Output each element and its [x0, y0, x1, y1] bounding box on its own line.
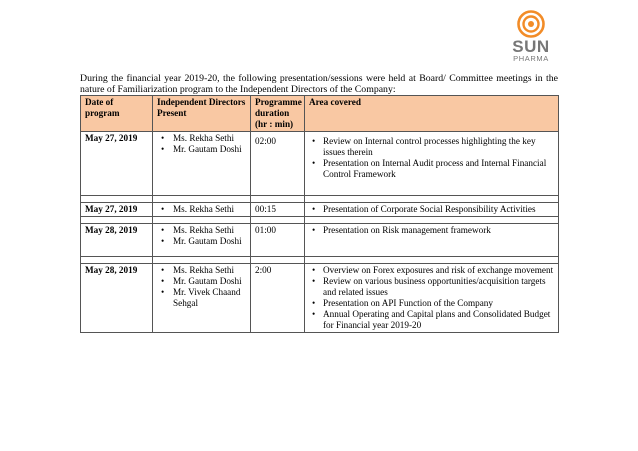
intro-paragraph: During the financial year 2019-20, the following presentation/sessions were held at Board/ Committee meetings in the nature of Familiarization program to the Independent Directors of the Company: [80, 73, 558, 95]
duration-cell: 02:00 [251, 132, 305, 196]
sun-pharma-logo [508, 10, 554, 70]
director-item: • Ms. Rekha Sethi [157, 133, 246, 144]
director-item: • Mr. Gautam Doshi [157, 144, 246, 155]
table-header-row [81, 96, 559, 132]
table-row [81, 203, 559, 217]
area-list [309, 136, 554, 180]
logo-brand-text: SUN [512, 37, 550, 56]
area-item: • Presentation on Risk management framework [309, 225, 554, 236]
header-directors: Independent Directors Present [153, 96, 251, 132]
area-item: • Presentation on Internal Audit process and Internal Financial Control Framework [309, 158, 554, 180]
directors-cell [153, 224, 251, 257]
spacer-cell [153, 196, 251, 203]
director-item: • Mr. Gautam Doshi [157, 236, 246, 247]
header-date: Date of program [81, 96, 153, 132]
spacer-row [81, 196, 559, 203]
area-cell [305, 132, 559, 196]
spacer-cell [153, 217, 251, 224]
directors-cell [153, 203, 251, 217]
spacer-cell [305, 196, 559, 203]
spacer-cell [305, 217, 559, 224]
spacer-cell [153, 257, 251, 264]
duration-cell: 01:00 [251, 224, 305, 257]
area-item: • Review on Internal control processes highlighting the key issues therein [309, 136, 554, 158]
duration-cell: 2:00 [251, 264, 305, 333]
director-item: • Ms. Rekha Sethi [157, 225, 246, 236]
spacer-cell [251, 196, 305, 203]
spacer-cell [81, 257, 153, 264]
area-item: • Review on various business opportunities/acquisition targets and related issues [309, 276, 554, 298]
director-item: • Mr. Gautam Doshi [157, 276, 246, 287]
area-item: • Annual Operating and Capital plans and Consolidated Budget for Financial year 2019-20 [309, 309, 554, 331]
date-cell: May 27, 2019 [81, 203, 153, 217]
date-cell: May 27, 2019 [81, 132, 153, 196]
area-list [309, 265, 554, 331]
directors-list [157, 225, 246, 247]
spacer-row [81, 217, 559, 224]
area-item: • Presentation on API Function of the Company [309, 298, 554, 309]
spacer-cell [305, 257, 559, 264]
date-cell: May 28, 2019 [81, 264, 153, 333]
sun-rings-icon [517, 10, 545, 38]
area-cell [305, 264, 559, 333]
spacer-cell [81, 217, 153, 224]
duration-cell: 00:15 [251, 203, 305, 217]
area-item: • Overview on Forex exposures and risk of exchange movement [309, 265, 554, 276]
area-list [309, 225, 554, 236]
director-item: • Ms. Rekha Sethi [157, 265, 246, 276]
table-row [81, 224, 559, 257]
directors-cell [153, 264, 251, 333]
spacer-cell [81, 196, 153, 203]
logo-sub-text: PHARMA [513, 54, 549, 63]
director-item: • Ms. Rekha Sethi [157, 204, 246, 215]
area-list [309, 204, 554, 215]
area-item: • Presentation of Corporate Social Responsibility Activities [309, 204, 554, 215]
spacer-row [81, 257, 559, 264]
directors-list [157, 204, 246, 215]
directors-list [157, 265, 246, 309]
table-row [81, 132, 559, 196]
area-cell [305, 203, 559, 217]
spacer-cell [251, 257, 305, 264]
table-row [81, 264, 559, 333]
director-item: • Mr. Vivek Chaand Sehgal [157, 287, 246, 309]
date-cell: May 28, 2019 [81, 224, 153, 257]
spacer-cell [251, 217, 305, 224]
directors-list [157, 133, 246, 155]
directors-cell [153, 132, 251, 196]
area-cell [305, 224, 559, 257]
header-area: Area covered [305, 96, 559, 132]
header-duration: Programme duration (hr : min) [251, 96, 305, 132]
familiarization-table [80, 95, 559, 333]
